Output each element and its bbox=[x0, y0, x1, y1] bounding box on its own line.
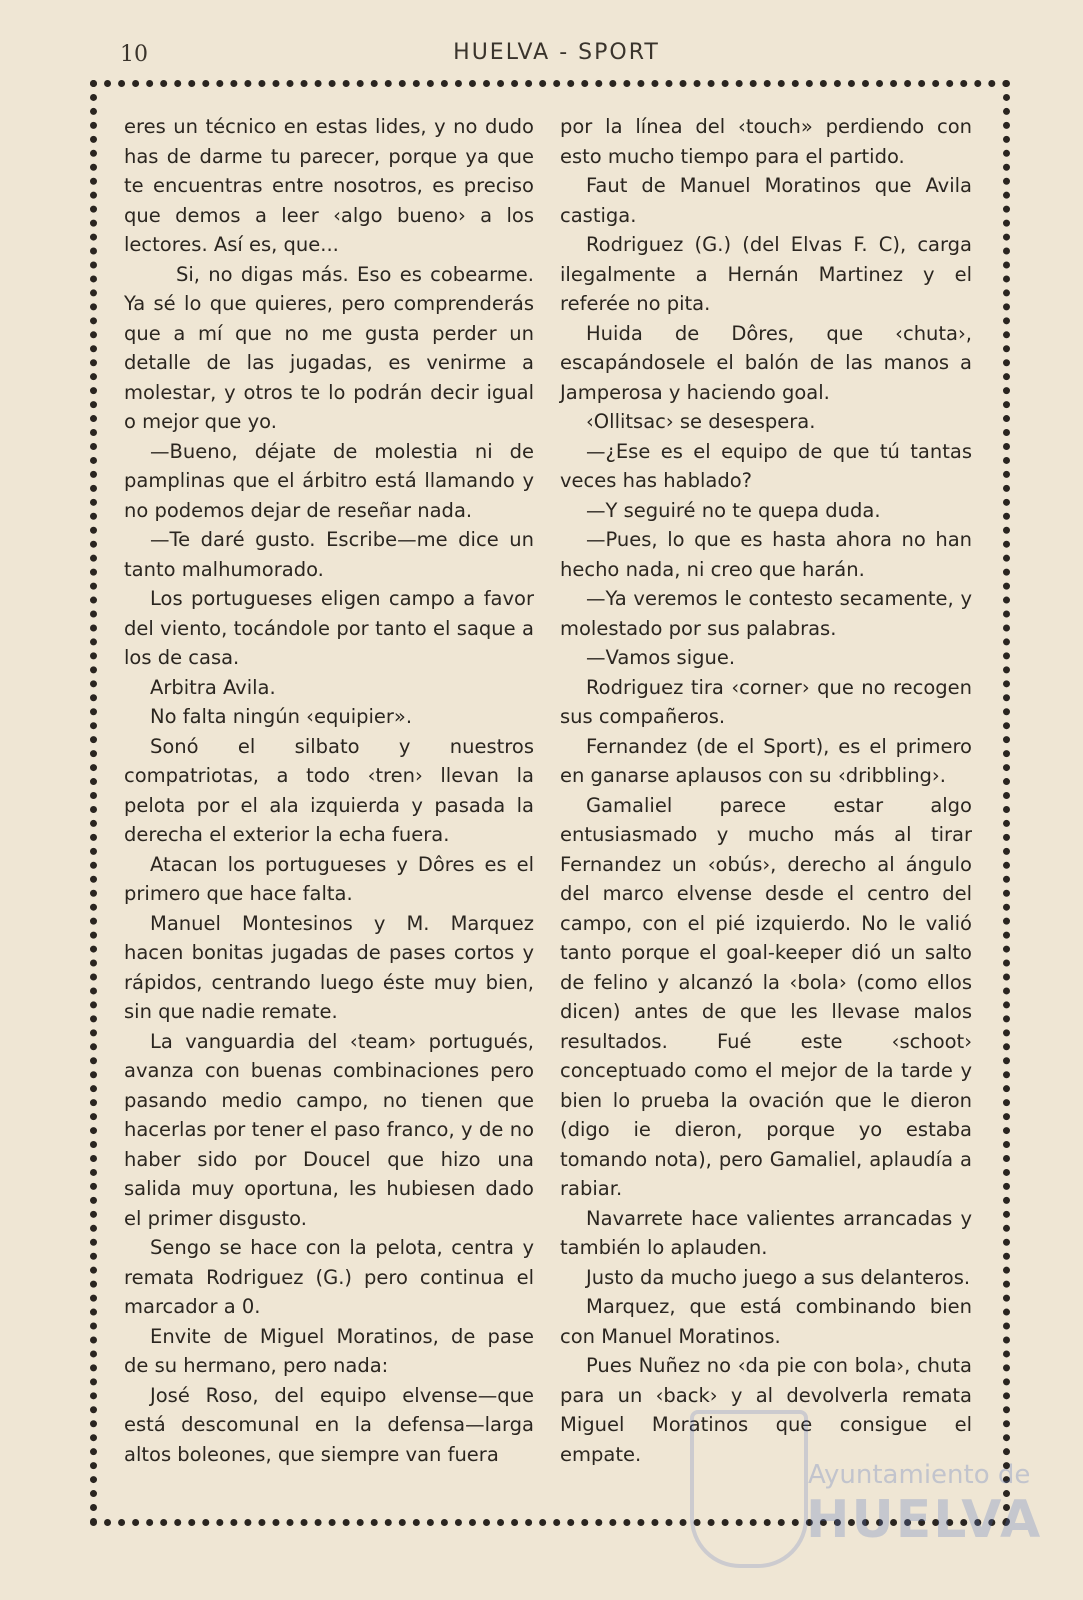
coat-of-arms-icon bbox=[690, 1410, 808, 1568]
paragraph: —Te daré gusto. Escribe—me dice un tanto malhumorado. bbox=[124, 528, 534, 581]
paragraph: por la línea del ‹touch» perdiendo con esto mucho tiempo para el partido. bbox=[560, 115, 972, 168]
paragraph: Si, no digas más. Eso es cobearme. Ya sé lo que quieres, pero comprenderás que a mí que no me gusta perder un detalle de las jugadas, es venirme a molestar, y otros te lo podrán decir igual o mejor que yo. bbox=[124, 262, 534, 433]
watermark-line1: Ayuntamiento de bbox=[808, 1460, 1031, 1490]
paragraph: Pues Nuñez no ‹da pie con bola›, chuta para un ‹back› y al devolverla remata Miguel Moratinos que consigue el empate. bbox=[560, 1354, 972, 1466]
paragraph: —Ya veremos le contesto secamente, y molestado por sus palabras. bbox=[560, 587, 972, 640]
running-head: HUELVA - SPORT bbox=[453, 40, 660, 65]
paragraph: Navarrete hace valientes arrancadas y también lo aplauden. bbox=[560, 1206, 972, 1259]
paragraph: Sonó el silbato y nuestros compatriotas, a todo ‹tren› llevan la pelota por el ala izquierda y pasada la derecha el exterior la echa fuera. bbox=[124, 734, 534, 846]
paragraph: —Bueno, déjate de molestia ni de pamplinas que el árbitro está llamando y no podemos dejar de reseñar nada. bbox=[124, 439, 534, 522]
paragraph: Sengo se hace con la pelota, centra y remata Rodriguez (G.) pero continua el marcador a 0. bbox=[124, 1236, 534, 1318]
paragraph: Rodriguez tira ‹corner› que no recogen sus compañeros. bbox=[560, 675, 972, 728]
paragraph: ‹Ollitsac› se desespera. bbox=[586, 410, 816, 433]
paragraph: eres un técnico en estas lides, y no dudo has de darme tu parecer, porque ya que te encuentras entre nosotros, es preciso que demos a leer ‹algo bueno› a los lectores. Así es, que... bbox=[124, 115, 534, 256]
paragraph: Huida de Dôres, que ‹chuta›, escapándosele el balón de las manos a Jamperosa y haciendo goal. bbox=[560, 321, 972, 404]
left-column bbox=[124, 112, 534, 1469]
paragraph: Gamaliel parece estar algo entusiasmado y mucho más al tirar Fernandez un ‹obús›, derecho al ángulo del marco elvense desde el centro del campo, con el pié izquierdo. No le valió tanto porque el goal-keeper dió un salto de felino y alcanzó la ‹bola› (como ellos dicen) antes de que les llevase malos resultados. Fué este ‹schoot› conceptuado como el mejor de la tarde y bien lo prueba la ovación que le dieron (digo ie dieron, porque yo estaba tomando nota), pero Gamaliel, aplaudía a rabiar. bbox=[560, 793, 972, 1200]
paragraph: Faut de Manuel Moratinos que Avila castiga. bbox=[560, 174, 972, 227]
page-number: 10 bbox=[120, 42, 148, 67]
paragraph: Justo da mucho juego a sus delanteros. bbox=[586, 1265, 971, 1289]
paragraph: Envite de Miguel Moratinos, de pase de su hermano, pero nada: bbox=[124, 1324, 534, 1377]
watermark bbox=[690, 1400, 1043, 1570]
paragraph: La vanguardia del ‹team› portugués, avanza con buenas combinaciones pero pasando medio campo, no tienen que hacerlas por tener el paso franco, y de no haber sido por Doucel que hizo una salida muy oportuna, les hubiesen dado el primer disgusto. bbox=[124, 1029, 534, 1230]
right-column bbox=[560, 112, 972, 1469]
paragraph: Fernandez (de el Sport), es el primero en ganarse aplausos con su ‹dribbling›. bbox=[560, 734, 972, 787]
paragraph: Marquez, que está combinando bien con Manuel Moratinos. bbox=[560, 1295, 972, 1348]
paragraph: Arbitra Avila. bbox=[150, 675, 276, 699]
paragraph: —Vamos sigue. bbox=[586, 646, 736, 669]
paragraph: Manuel Montesinos y M. Marquez hacen bonitas jugadas de pases cortos y rápidos, centrando luego éste muy bien, sin que nadie remate. bbox=[124, 911, 534, 1023]
watermark-line2: HUELVA bbox=[806, 1490, 1043, 1550]
paragraph: —Pues, lo que es hasta ahora no han hecho nada, ni creo que harán. bbox=[560, 528, 972, 581]
paragraph: Atacan los portugueses y Dôres es el primero que hace falta. bbox=[124, 852, 534, 905]
paragraph: —Y seguiré no te quepa duda. bbox=[586, 498, 881, 522]
paragraph: Los portugueses eligen campo a favor del viento, tocándole por tanto el saque a los de casa. bbox=[124, 587, 534, 669]
paragraph: No falta ningún ‹equipier». bbox=[150, 705, 413, 728]
paragraph: —¿Ese es el equipo de que tú tantas veces has hablado? bbox=[560, 439, 972, 492]
paragraph: José Roso, del equipo elvense—que está descomunal en la defensa—larga altos boleones, que siempre van fuera bbox=[124, 1383, 534, 1466]
paragraph: Rodriguez (G.) (del Elvas F. C), carga ilegalmente a Hernán Martinez y el referée no pita. bbox=[560, 233, 972, 315]
